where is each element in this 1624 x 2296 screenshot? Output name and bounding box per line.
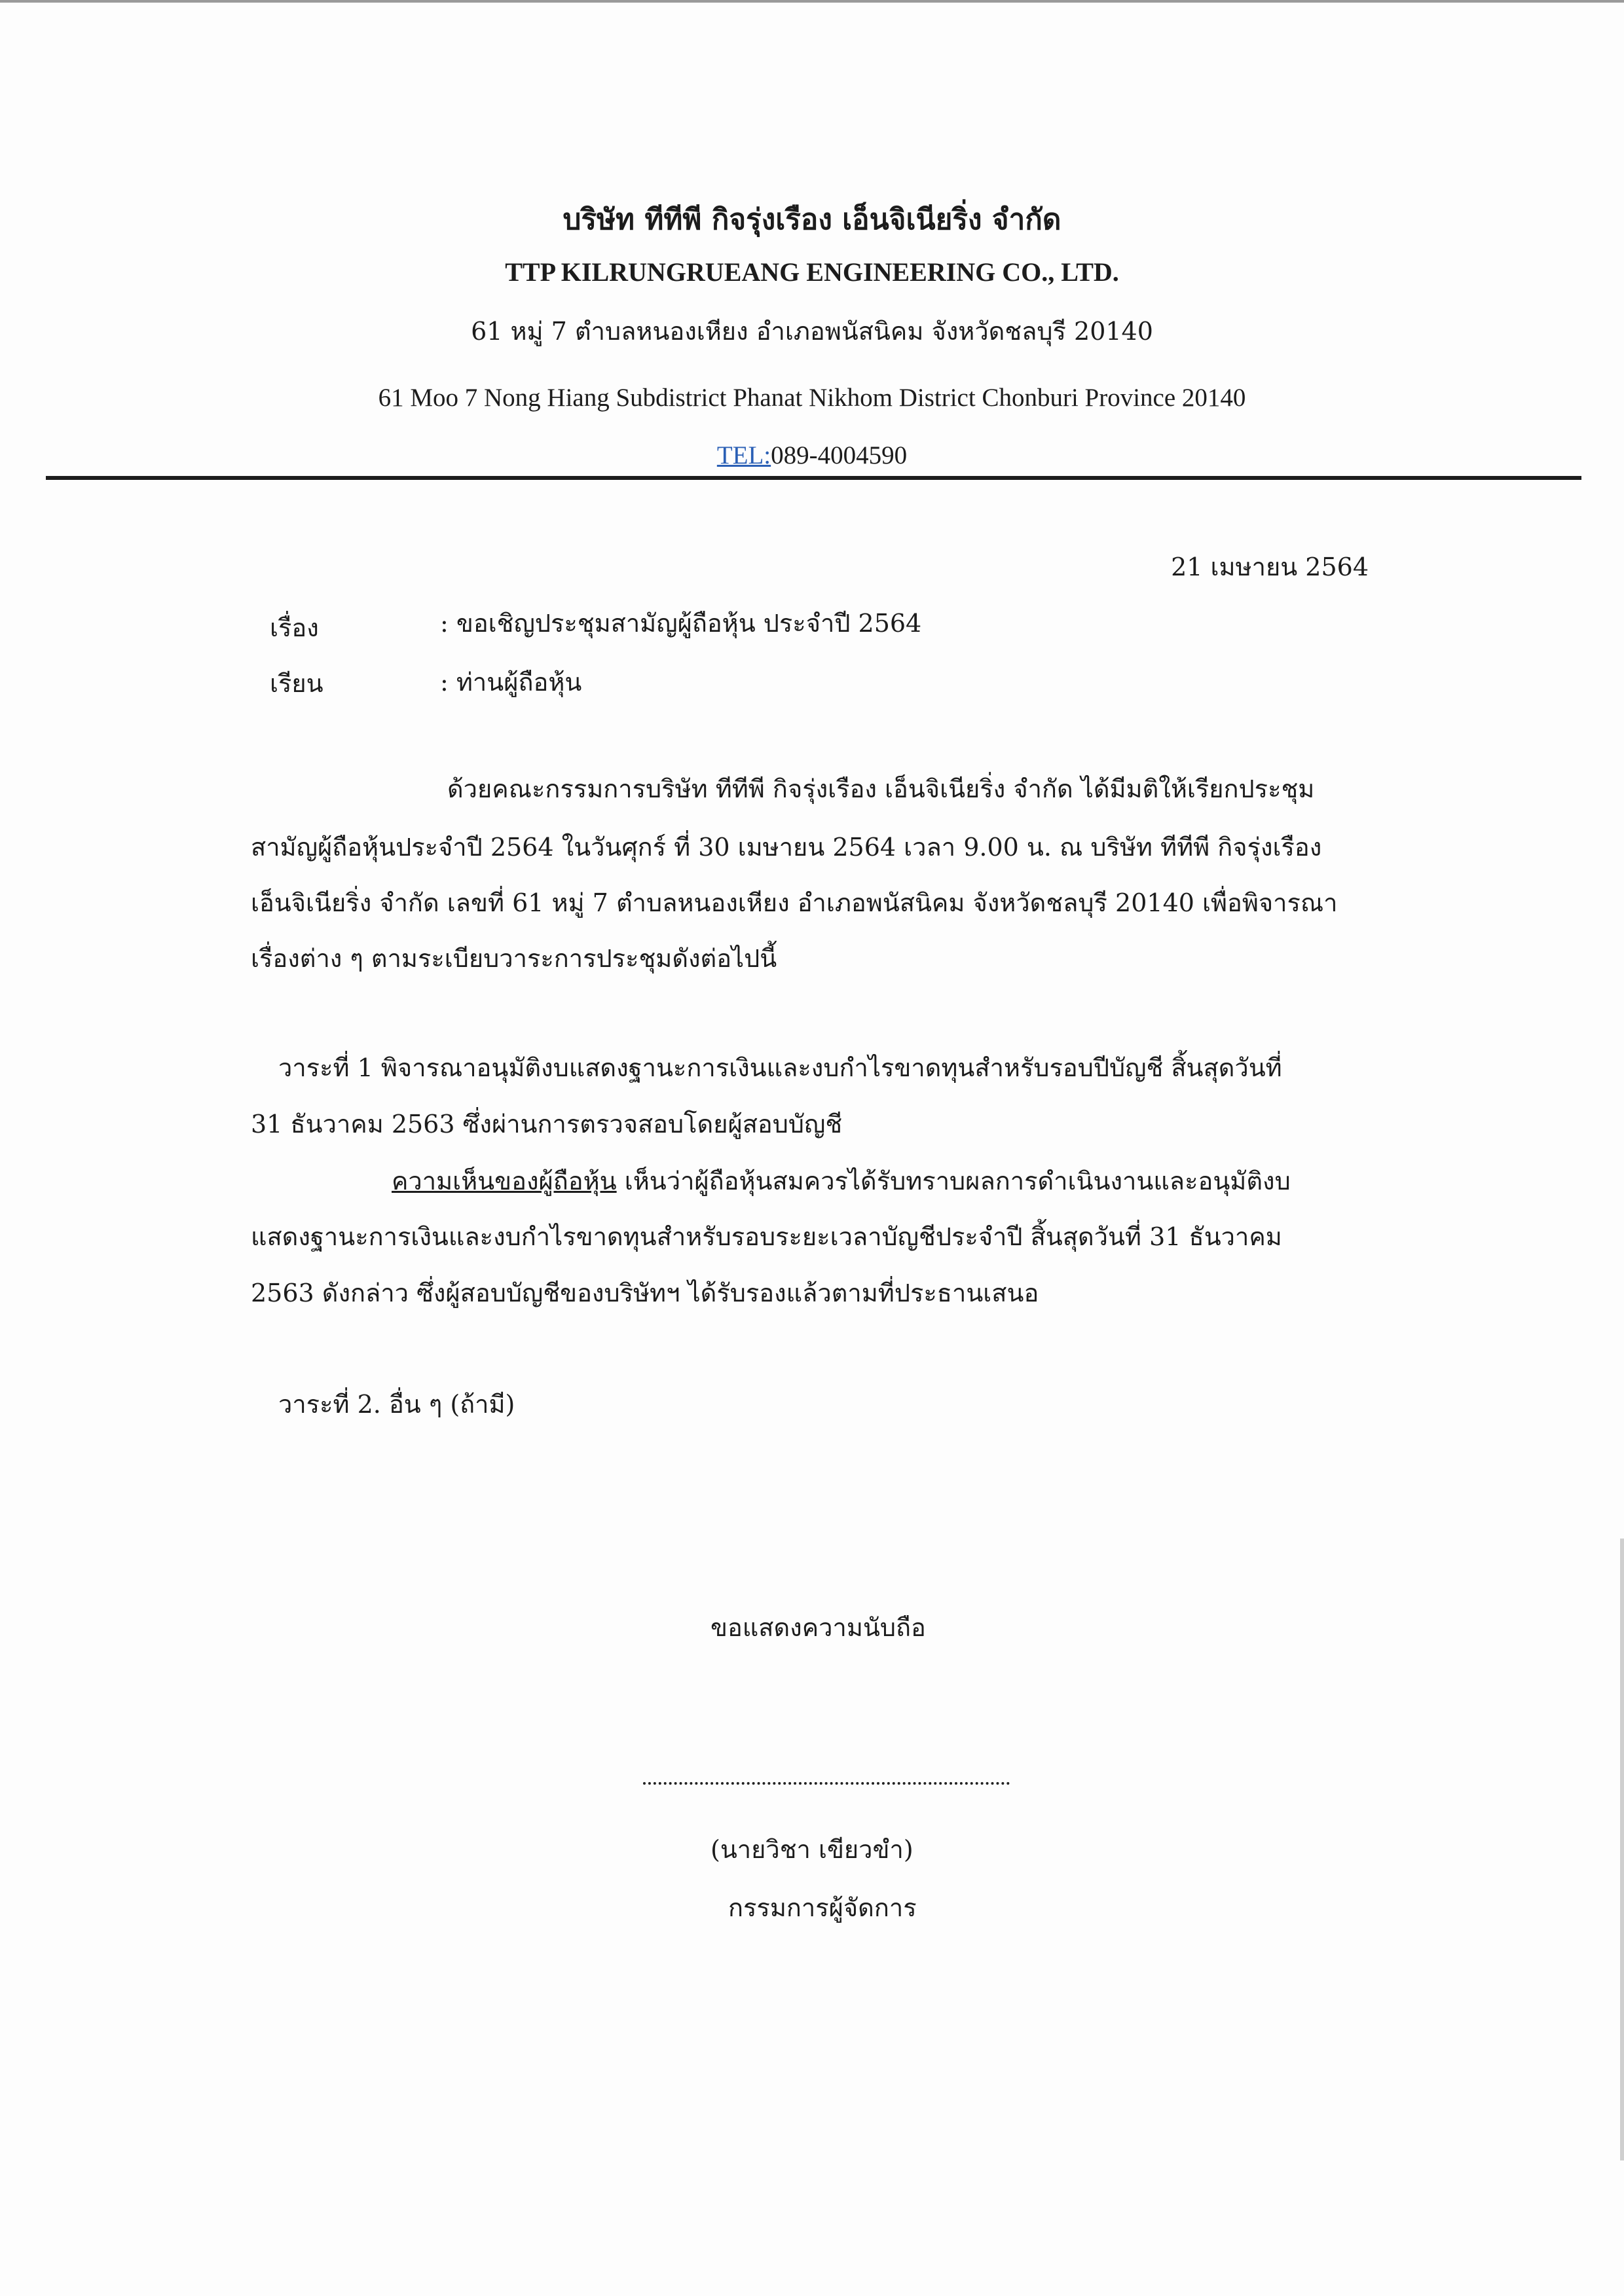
agenda-2: วาระที่ 2. อื่น ๆ (ถ้ามี) <box>278 1390 515 1419</box>
intro-line: เอ็นจิเนียริ่ง จำกัด เลขที่ 61 หมู่ 7 ตำบลหนองเหียง อำเภอพนัสนิคม จังหวัดชลบุรี 20140 เพื่อพิจารณา <box>251 888 1338 917</box>
scan-edge-right <box>1620 1539 1624 2160</box>
agenda-1-line: 31 ธันวาคม 2563 ซึ่งผ่านการตรวจสอบโดยผู้สอบบัญชี <box>251 1110 843 1139</box>
company-telephone <box>0 441 1624 470</box>
company-name-english: TTP KILRUNGRUEANG ENGINEERING CO., LTD. <box>505 257 1119 287</box>
recipient-value: : ท่านผู้ถือหุ้น <box>440 668 582 697</box>
opinion-text: เห็นว่าผู้ถือหุ้นสมควรได้รับทราบผลการดำเนินงานและอนุมัติงบ <box>616 1167 1291 1195</box>
agenda-1-line: วาระที่ 1 พิจารณาอนุมัติงบแสดงฐานะการเงินและงบกำไรขาดทุนสำหรับรอบปีบัญชี สิ้นสุดวันที่ <box>278 1053 1282 1082</box>
opinion-line: 2563 ดังกล่าว ซึ่งผู้สอบบัญชีของบริษัทฯ ได้รับรองแล้วตามที่ประธานเสนอ <box>251 1279 1039 1307</box>
closing: ขอแสดงความนับถือ <box>710 1613 926 1642</box>
letterhead-divider <box>46 476 1581 480</box>
scan-edge-top <box>0 0 1624 3</box>
recipient-label: เรียน <box>270 669 323 698</box>
letter-date: 21 เมษายน 2564 <box>1171 553 1369 581</box>
signer-title: กรรมการผู้จัดการ <box>728 1893 917 1922</box>
signer-name: (นายวิชา เขียวขำ) <box>710 1835 913 1864</box>
company-name-thai: บริษัท ทีทีพี กิจรุ่งเรือง เอ็นจิเนียริ่ง จำกัด <box>563 203 1061 236</box>
intro-line: ด้วยคณะกรรมการบริษัท ทีทีพี กิจรุ่งเรือง เอ็นจิเนียริ่ง จำกัด ได้มีมติให้เรียกประชุม <box>447 774 1315 803</box>
intro-line: เรื่องต่าง ๆ ตามระเบียบวาระการประชุมดังต่อไปนี้ <box>251 944 777 973</box>
opinion-line <box>392 1161 1291 1201</box>
company-address-thai: 61 หมู่ 7 ตำบลหนองเหียง อำเภอพนัสนิคม จังหวัดชลบุรี 20140 <box>471 317 1153 346</box>
company-address-english: 61 Moo 7 Nong Hiang Subdistrict Phanat Nikhom District Chonburi Province 20140 <box>378 384 1246 412</box>
intro-line: สามัญผู้ถือหุ้นประจำปี 2564 ในวันศุกร์ ที่ 30 เมษายน 2564 เวลา 9.00 น. ณ บริษัท ทีทีพี กิจรุ่งเรือง <box>251 833 1322 862</box>
tel-number: 089-4004590 <box>771 441 908 469</box>
opinion-label: ความเห็นของผู้ถือหุ้น <box>392 1167 617 1195</box>
subject-label: เรื่อง <box>270 613 319 642</box>
subject-value: : ขอเชิญประชุมสามัญผู้ถือหุ้น ประจำปี 2564 <box>440 609 922 638</box>
tel-label: TEL: <box>716 441 771 469</box>
opinion-line: แสดงฐานะการเงินและงบกำไรขาดทุนสำหรับรอบระยะเวลาบัญชีประจำปี สิ้นสุดวันที่ 31 ธันวาคม <box>251 1222 1282 1251</box>
signature-line <box>643 1782 1010 1785</box>
